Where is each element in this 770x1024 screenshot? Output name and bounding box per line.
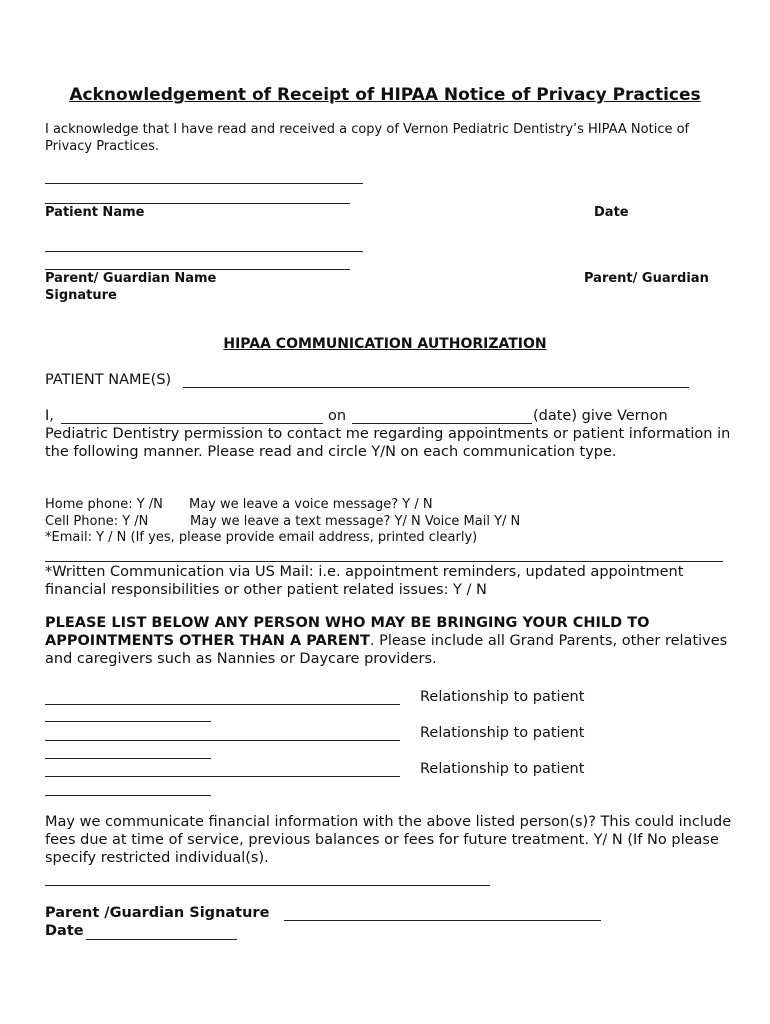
statement-i: I,: [45, 408, 54, 424]
statement-continuation: Pediatric Dentistry permission to contact me regarding appointments or patient information in the following manner. Please read and circle Y/N on each communication type.: [45, 426, 731, 460]
guardian-name-label: Parent/ Guardian Name: [45, 271, 217, 286]
written-communication-option[interactable]: *Written Communication via US Mail: i.e. appointment reminders, updated appointment financial responsibilities or other patient related issues: Y / N: [45, 564, 684, 598]
financial-question: May we communicate financial information with the above listed person(s)? This could include fees due at time of service, previous balances or fees for future treatment. Y/ N (If No please specify restricted individual(s).: [45, 814, 732, 866]
patient-names-line[interactable]: [183, 387, 689, 388]
patient-name-line[interactable]: [45, 183, 363, 184]
patient-name-label: Patient Name: [45, 205, 145, 220]
persons-instructions-rest: . Please include all Grand Parents, other relatives and caregivers such as Nannies or Daycare providers.: [45, 633, 728, 667]
relationship-label-2: Relationship to patient: [420, 725, 585, 741]
patient-names-label: PATIENT NAME(S): [45, 372, 172, 388]
home-phone-option[interactable]: Home phone: Y /N: [45, 497, 163, 512]
signature-label-bottom: Parent /Guardian Signature: [45, 905, 270, 921]
relationship-label-3: Relationship to patient: [420, 761, 585, 777]
restricted-individuals-line[interactable]: [45, 885, 490, 886]
date-line[interactable]: [86, 939, 237, 940]
statement-on: on: [328, 408, 347, 424]
person-name-line-1[interactable]: [45, 704, 400, 705]
email-line[interactable]: [45, 561, 723, 562]
voice-message-option[interactable]: May we leave a voice message? Y / N: [189, 497, 433, 512]
relationship-line-2[interactable]: [45, 758, 211, 759]
guardian-signature-label: Parent/ Guardian: [584, 271, 709, 286]
cell-phone-option[interactable]: Cell Phone: Y /N: [45, 514, 149, 529]
guardian-name-line[interactable]: [45, 251, 363, 252]
person-name-line-2[interactable]: [45, 740, 400, 741]
email-option[interactable]: *Email: Y / N (If yes, please provide email address, printed clearly): [45, 530, 478, 545]
persons-instructions-bold: PLEASE LIST BELOW ANY PERSON WHO MAY BE BRINGING YOUR CHILD TO APPOINTMENTS OTHER THAN A PARENT: [45, 615, 650, 649]
relationship-label-1: Relationship to patient: [420, 689, 585, 705]
text-message-option[interactable]: May we leave a text message? Y/ N Voice Mail Y/ N: [190, 514, 521, 529]
persons-instructions: [45, 614, 735, 668]
person-name-line-3[interactable]: [45, 776, 400, 777]
signature-label: Signature: [45, 288, 117, 303]
date-label: Date: [594, 205, 629, 220]
signature-line[interactable]: [284, 920, 601, 921]
relationship-line-3[interactable]: [45, 795, 211, 796]
authorization-heading: HIPAA COMMUNICATION AUTHORIZATION: [223, 336, 547, 352]
acknowledgement-title: Acknowledgement of Receipt of HIPAA Notice of Privacy Practices: [69, 85, 701, 105]
date-label-bottom: Date: [45, 923, 84, 939]
acknowledgement-intro: I acknowledge that I have read and received a copy of Vernon Pediatric Dentistry’s HIPAA Notice of Privacy Practices.: [45, 122, 690, 154]
date-blank[interactable]: [352, 423, 532, 424]
statement-date-rest: (date) give Vernon: [533, 408, 668, 424]
relationship-line-1[interactable]: [45, 721, 211, 722]
guardian-name-blank[interactable]: [61, 423, 323, 424]
